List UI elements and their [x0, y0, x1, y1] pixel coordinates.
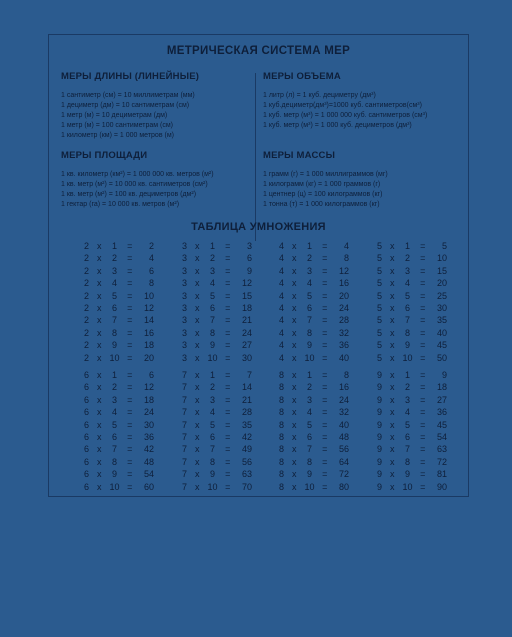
length-line: 1 метр (м) = 10 дециметрам (дм) — [61, 112, 168, 119]
times-row: 5 x 1 = 5 — [376, 241, 447, 251]
volume-measures-block — [263, 71, 427, 131]
length-heading: МЕРЫ ДЛИНЫ (ЛИНЕЙНЫЕ) — [61, 71, 200, 82]
times-row: 3 x 9 = 27 — [181, 340, 252, 351]
times-row: 4 x 9 = 36 — [278, 340, 349, 351]
area-heading: МЕРЫ ПЛОЩАДИ — [61, 150, 148, 161]
times-table-6 — [82, 369, 154, 493]
times-row: 4 x 1 = 4 — [278, 241, 349, 251]
length-line: 1 сантиметр (см) = 10 миллиметрам (мм) — [61, 92, 195, 99]
times-row: 5 x 2 = 10 — [376, 253, 447, 264]
times-row: 4 x 7 = 28 — [278, 315, 349, 326]
volume-line: 1 куб. метр (м³) = 1 000 000 куб. сантиметров (см³) — [263, 112, 428, 119]
times-row: 6 x 6 = 36 — [83, 431, 154, 442]
times-row: 6 x 5 = 30 — [83, 419, 154, 430]
times-row: 2 x 1 = 2 — [83, 241, 154, 251]
times-row: 5 x 3 = 15 — [376, 265, 447, 276]
area-line: 1 гектар (га) = 10 000 кв. метров (м²) — [61, 201, 180, 208]
times-row: 2 x 8 = 16 — [83, 327, 154, 338]
times-row: 6 x 1 = 6 — [83, 370, 154, 380]
times-row: 8 x 4 = 32 — [278, 407, 349, 418]
times-row: 9 x 10 = 90 — [376, 481, 447, 492]
column-divider — [255, 73, 256, 241]
times-row: 9 x 1 = 9 — [376, 370, 447, 380]
times-row: 5 x 9 = 45 — [376, 340, 447, 351]
times-row: 3 x 2 = 6 — [181, 253, 252, 264]
times-row: 7 x 5 = 35 — [181, 419, 252, 430]
times-row: 3 x 6 = 18 — [181, 302, 252, 313]
times-row: 9 x 7 = 63 — [376, 444, 447, 455]
times-row: 4 x 4 = 16 — [278, 278, 349, 289]
volume-line: 1 куб. метр (м³) = 1 000 куб. дециметров (дм³) — [263, 122, 412, 129]
area-line: 1 кв. метр (м²) = 100 кв. дециметров (дм²) — [61, 191, 197, 198]
times-row: 9 x 4 = 36 — [376, 407, 447, 418]
times-row: 2 x 3 = 6 — [83, 265, 154, 276]
times-row: 8 x 2 = 16 — [278, 382, 349, 393]
times-row: 7 x 7 = 49 — [181, 444, 252, 455]
times-row: 9 x 5 = 45 — [376, 419, 447, 430]
times-table-4 — [277, 240, 349, 364]
reference-sheet — [48, 34, 469, 497]
times-row: 7 x 8 = 56 — [181, 456, 252, 467]
times-row: 3 x 7 = 21 — [181, 315, 252, 326]
times-row: 3 x 1 = 3 — [181, 241, 252, 251]
area-measures-block — [61, 150, 214, 210]
times-row: 8 x 6 = 48 — [278, 431, 349, 442]
mass-measures-block — [263, 150, 388, 210]
times-row: 3 x 5 = 15 — [181, 290, 252, 301]
times-row: 5 x 10 = 50 — [376, 352, 447, 363]
times-row: 4 x 5 = 20 — [278, 290, 349, 301]
times-row: 6 x 7 = 42 — [83, 444, 154, 455]
times-table-8 — [277, 369, 349, 493]
times-row: 6 x 8 = 48 — [83, 456, 154, 467]
times-row: 9 x 8 = 72 — [376, 456, 447, 467]
times-row: 7 x 2 = 14 — [181, 382, 252, 393]
times-row: 3 x 3 = 9 — [181, 265, 252, 276]
times-row: 2 x 4 = 8 — [83, 278, 154, 289]
length-line: 1 километр (км) = 1 000 метров (м) — [61, 132, 174, 139]
mass-line: 1 килограмм (кг) = 1 000 граммов (г) — [263, 181, 381, 188]
mass-heading: МЕРЫ МАССЫ — [263, 150, 336, 161]
times-row: 9 x 3 = 27 — [376, 394, 447, 405]
mass-line: 1 грамм (г) = 1 000 миллиграммов (мг) — [263, 171, 388, 178]
times-row: 5 x 7 = 35 — [376, 315, 447, 326]
times-row: 4 x 8 = 32 — [278, 327, 349, 338]
length-line: 1 дециметр (дм) = 10 сантиметрам (см) — [61, 102, 190, 109]
times-row: 2 x 7 = 14 — [83, 315, 154, 326]
area-line: 1 кв. метр (м²) = 10 000 кв. сантиметров (см²) — [61, 181, 208, 188]
times-row: 8 x 8 = 64 — [278, 456, 349, 467]
times-row: 7 x 3 = 21 — [181, 394, 252, 405]
volume-heading: МЕРЫ ОБЪЕМА — [263, 71, 341, 82]
times-row: 8 x 1 = 8 — [278, 370, 349, 380]
times-row: 4 x 2 = 8 — [278, 253, 349, 264]
times-row: 7 x 6 = 42 — [181, 431, 252, 442]
mass-line: 1 тонна (т) = 1 000 килограммов (кг) — [263, 201, 380, 208]
times-row: 9 x 2 = 18 — [376, 382, 447, 393]
times-row: 2 x 10 = 20 — [83, 352, 154, 363]
area-line: 1 кв. километр (км²) = 1 000 000 кв. метров (м²) — [61, 171, 214, 178]
volume-line: 1 литр (л) = 1 куб. дециметру (дм³) — [263, 92, 376, 99]
times-row: 7 x 10 = 70 — [181, 481, 252, 492]
length-measures-block — [61, 71, 199, 141]
length-line: 1 метр (м) = 100 сантиметрам (см) — [61, 122, 174, 129]
times-row: 5 x 5 = 25 — [376, 290, 447, 301]
times-row: 6 x 3 = 18 — [83, 394, 154, 405]
times-row: 8 x 5 = 40 — [278, 419, 349, 430]
times-row: 7 x 1 = 7 — [181, 370, 252, 380]
times-row: 8 x 7 = 56 — [278, 444, 349, 455]
times-table-2 — [82, 240, 154, 364]
times-row: 8 x 9 = 72 — [278, 469, 349, 480]
times-row: 7 x 4 = 28 — [181, 407, 252, 418]
times-row: 4 x 3 = 12 — [278, 265, 349, 276]
times-row: 9 x 9 = 81 — [376, 469, 447, 480]
times-row: 2 x 6 = 12 — [83, 302, 154, 313]
times-row: 4 x 10 = 40 — [278, 352, 349, 363]
times-row: 3 x 10 = 30 — [181, 352, 252, 363]
times-table-9 — [375, 369, 447, 493]
times-row: 3 x 4 = 12 — [181, 278, 252, 289]
times-row: 6 x 4 = 24 — [83, 407, 154, 418]
times-table-5 — [375, 240, 447, 364]
mass-line: 1 центнер (ц) = 100 килограммов (кг) — [263, 191, 383, 198]
times-row: 2 x 9 = 18 — [83, 340, 154, 351]
times-row: 9 x 6 = 54 — [376, 431, 447, 442]
times-row: 6 x 2 = 12 — [83, 382, 154, 393]
volume-line: 1 куб.дециметр(дм³)=1000 куб. сантиметров(см³) — [263, 102, 422, 109]
times-row: 8 x 10 = 80 — [278, 481, 349, 492]
times-row: 2 x 5 = 10 — [83, 290, 154, 301]
times-table-3 — [180, 240, 252, 364]
times-row: 5 x 4 = 20 — [376, 278, 447, 289]
times-row: 5 x 8 = 40 — [376, 327, 447, 338]
times-row: 4 x 6 = 24 — [278, 302, 349, 313]
times-row: 6 x 10 = 60 — [83, 481, 154, 492]
page-title: МЕТРИЧЕСКАЯ СИСТЕМА МЕР — [166, 45, 351, 57]
times-row: 3 x 8 = 24 — [181, 327, 252, 338]
times-row: 5 x 6 = 30 — [376, 302, 447, 313]
times-table-7 — [180, 369, 252, 493]
times-row: 8 x 3 = 24 — [278, 394, 349, 405]
times-row: 2 x 2 = 4 — [83, 253, 154, 264]
multiplication-title: ТАБЛИЦА УМНОЖЕНИЯ — [191, 221, 326, 233]
times-row: 6 x 9 = 54 — [83, 469, 154, 480]
times-row: 7 x 9 = 63 — [181, 469, 252, 480]
